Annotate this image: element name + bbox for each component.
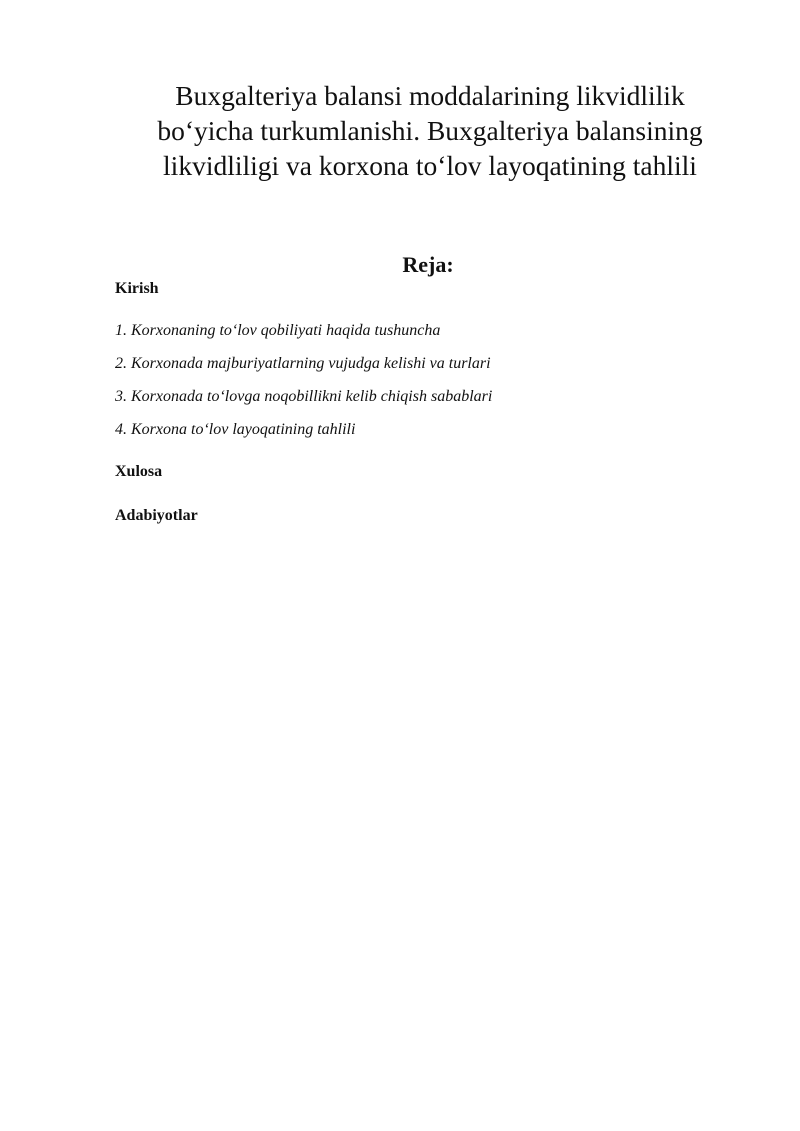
document-title (110, 78, 750, 183)
title-line: bo‘yicha turkumlanishi. Buxgalteriya balansining (157, 115, 703, 146)
plan-item: 2. Korxonada majburiyatlarning vujudga kelishi va turlari (115, 355, 491, 372)
conclusion-heading: Xulosa (115, 463, 163, 480)
plan-item: 4. Korxona to‘lov layoqatining tahlili (115, 421, 356, 438)
plan-list (115, 320, 492, 452)
plan-heading: Reja: (402, 252, 454, 277)
title-line: likvidliligi va korxona to‘lov layoqatining tahlili (163, 150, 697, 181)
plan-item: 3. Korxonada to‘lovga noqobillikni kelib chiqish sabablari (115, 388, 493, 405)
references-heading: Adabiyotlar (115, 507, 198, 524)
intro-heading: Kirish (115, 280, 159, 297)
title-line: Buxgalteriya balansi moddalarining likvidlilik (175, 80, 685, 111)
plan-item: 1. Korxonaning to‘lov qobiliyati haqida tushuncha (115, 322, 441, 339)
